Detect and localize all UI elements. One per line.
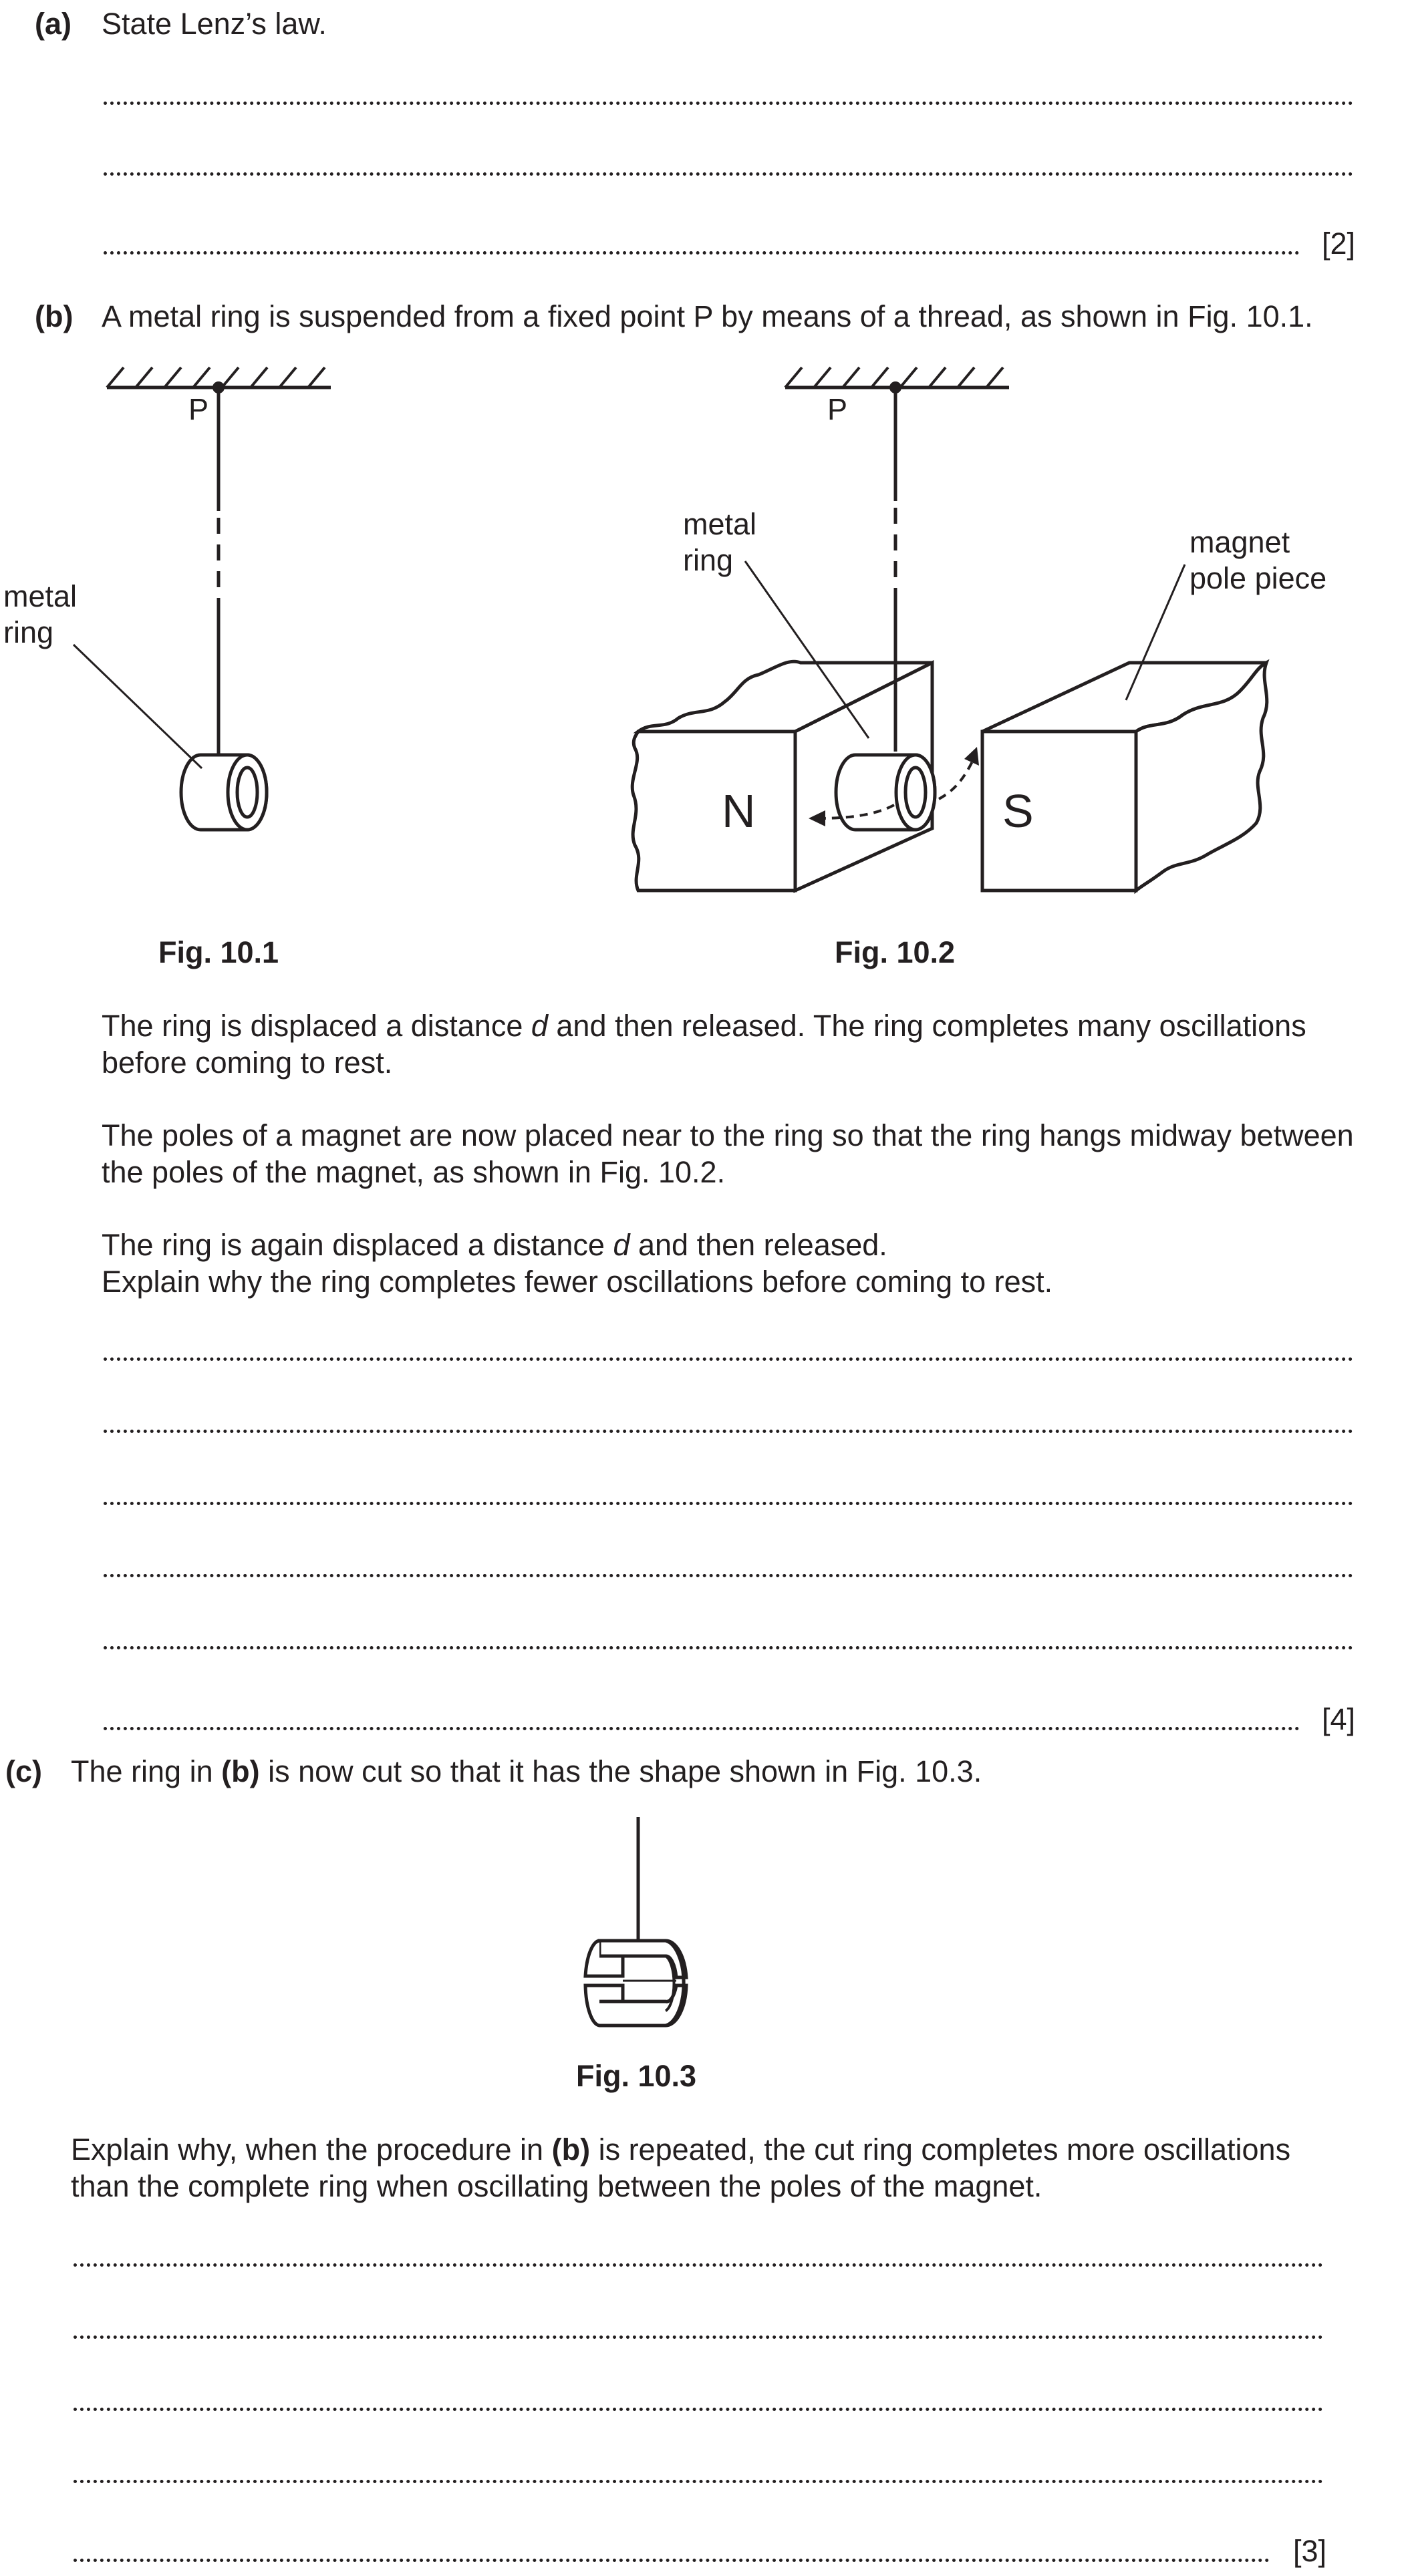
- part-c-marks: [3]: [1293, 2534, 1327, 2568]
- fig-10-2-ring-label-line2: ring: [683, 543, 734, 577]
- part-a-label: (a): [35, 7, 72, 41]
- cut-ring-drawing: [585, 1817, 686, 2026]
- part-b-paragraph-4: Explain why the ring completes fewer oscillations before coming to rest.: [102, 1265, 1053, 1299]
- answer-line-c1[interactable]: [74, 2263, 1323, 2267]
- fig-10-2-caption: Fig. 10.2: [835, 935, 956, 969]
- part-c-explain: Explain why, when the procedure in (b) is repeated, the cut ring completes more oscillations than the complete ring when oscillating between the poles of the magnet.: [71, 2132, 1291, 2203]
- part-a-marks: [2]: [1322, 226, 1356, 261]
- fig-10-1-ring-label-line1: metal: [3, 579, 78, 613]
- answer-line-c2[interactable]: [74, 2336, 1323, 2339]
- fig-10-2-magnet-label-line1: magnet: [1189, 525, 1290, 559]
- part-b-paragraph-1: The ring is displaced a distance d and then released. The ring completes many oscillations before coming to rest.: [102, 1009, 1306, 1080]
- north-label: N: [722, 785, 756, 837]
- fig-10-1-ring-label-line2: ring: [3, 615, 54, 649]
- fig-10-2-ring-label-line1: metal: [683, 507, 757, 541]
- fig-10-3-caption: Fig. 10.3: [576, 2059, 697, 2093]
- answer-line-c5[interactable]: [74, 2559, 1270, 2562]
- part-b-label: (b): [35, 299, 74, 333]
- part-b-marks: [4]: [1322, 1702, 1356, 1736]
- part-c-question: The ring in (b) is now cut so that it has the shape shown in Fig. 10.3.: [71, 1754, 982, 1788]
- fig-10-2-point-label: P: [827, 392, 848, 426]
- part-c-label: (c): [5, 1754, 42, 1788]
- fig-10-1-point-label: P: [188, 392, 209, 426]
- fig-10-2-magnet-label-line2: pole piece: [1189, 561, 1327, 595]
- answer-line-c3[interactable]: [74, 2408, 1323, 2411]
- fig-10-1-caption: Fig. 10.1: [158, 935, 279, 969]
- south-label: S: [1002, 785, 1034, 837]
- part-b-paragraph-3: The ring is again displaced a distance d and then released.: [102, 1228, 887, 1262]
- answer-line-c4[interactable]: [74, 2480, 1323, 2483]
- part-a-question: State Lenz’s law.: [102, 7, 327, 41]
- part-b-question: A metal ring is suspended from a fixed point P by means of a thread, as shown in Fig. 10.1.: [102, 299, 1313, 333]
- part-b-paragraph-2: The poles of a magnet are now placed near to the ring so that the ring hangs midway between the poles of the magnet, as shown in Fig. 10.2.: [102, 1118, 1354, 1189]
